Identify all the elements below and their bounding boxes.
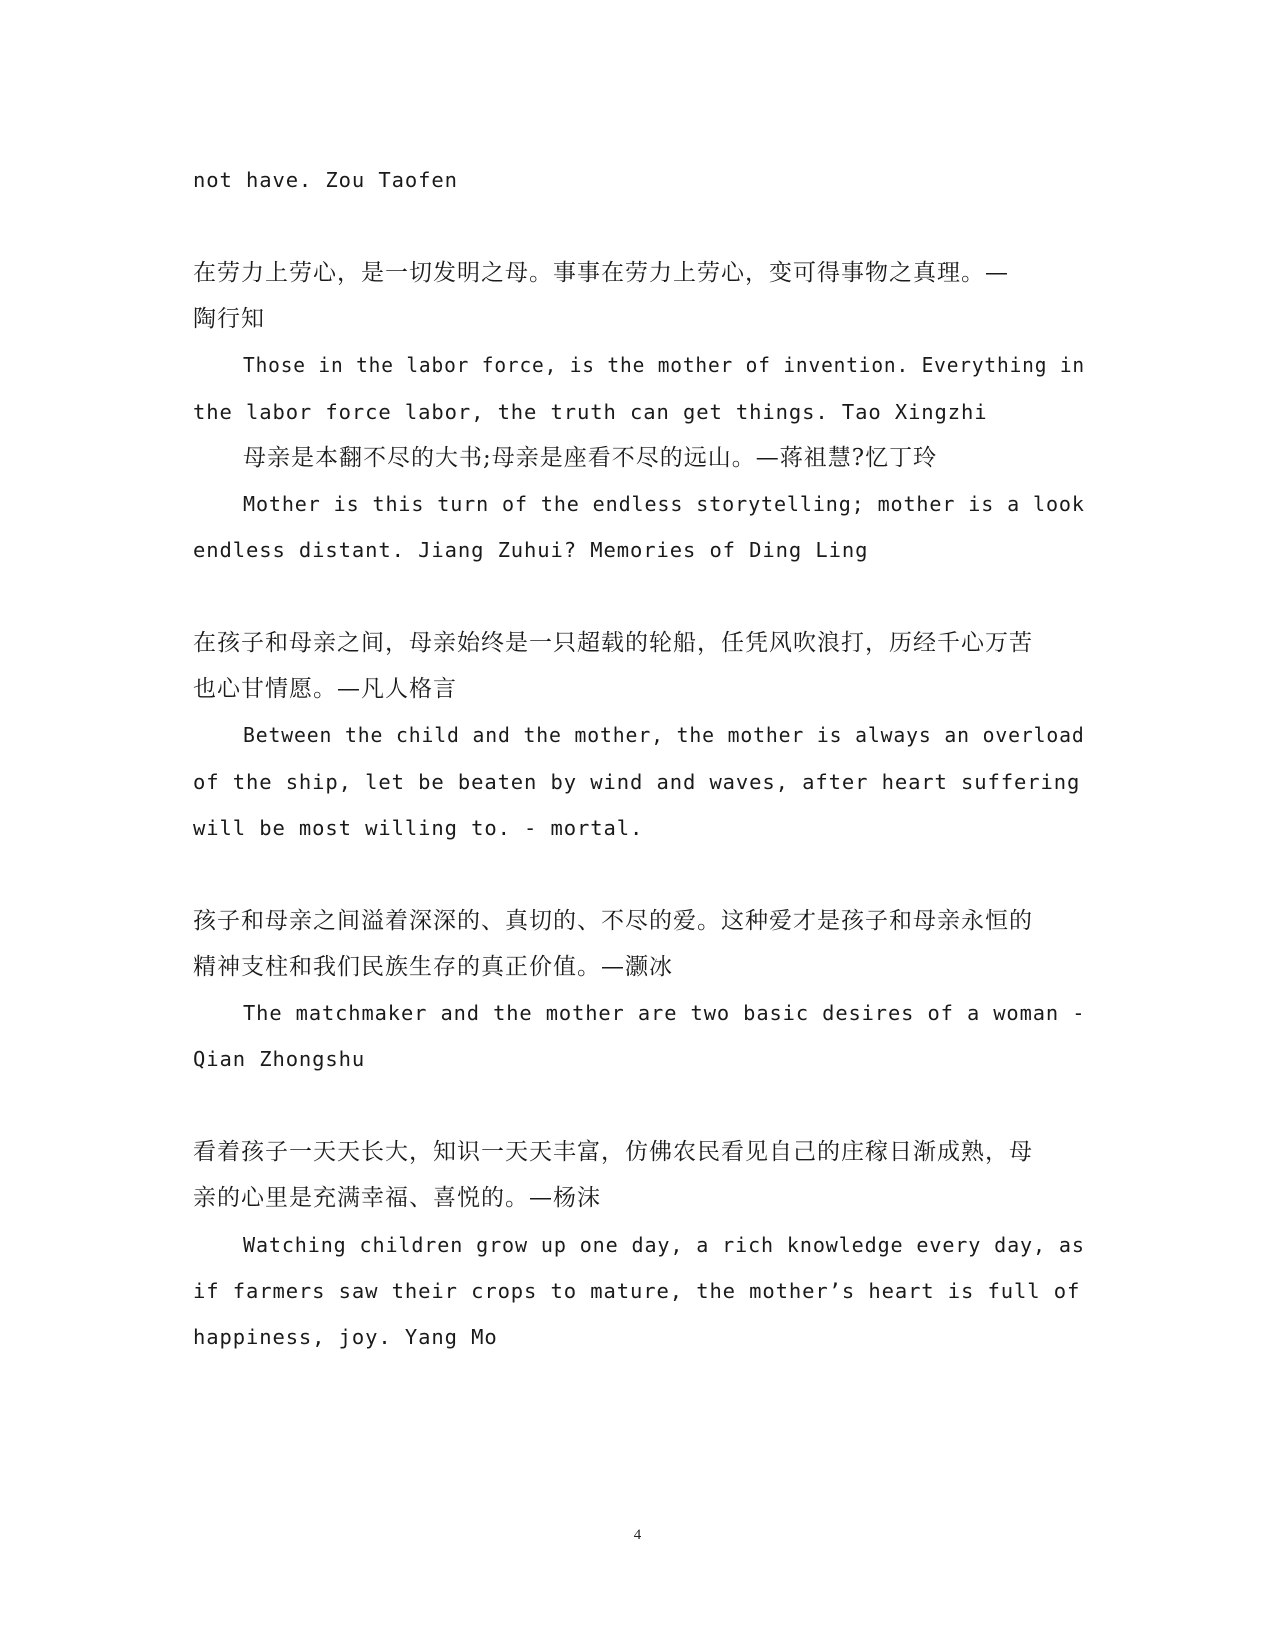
text-line: of the ship, let be beaten by wind and waves, after heart suffering: [193, 770, 1081, 794]
text-line: 孩子和母亲之间溢着深深的、真切的、不尽的爱。这种爱才是孩子和母亲永恒的: [193, 908, 1033, 934]
text-line: Between the child and the mother, the mother is always an overload: [243, 723, 1085, 747]
text-line: The matchmaker and the mother are two basic desires of a woman -: [243, 1001, 1086, 1025]
text-line: 亲的心里是充满幸福、喜悦的。—杨沫: [193, 1185, 601, 1211]
text-line: 看着孩子一天天长大，知识一天天丰富，仿佛农民看见自己的庄稼日渐成熟，母: [193, 1139, 1033, 1165]
text-line: Qian Zhongshu: [193, 1047, 366, 1071]
text-line: the labor force labor, the truth can get things. Tao Xingzhi: [193, 400, 988, 424]
text-line: 母亲是本翻不尽的大书;母亲是座看不尽的远山。—蒋祖慧?忆丁玲: [243, 445, 938, 471]
page-number: 4: [633, 1527, 642, 1543]
text-line: Watching children grow up one day, a rich knowledge every day, as: [243, 1233, 1085, 1257]
text-line: endless distant. Jiang Zuhui? Memories of Ding Ling: [193, 538, 869, 562]
text-line: 精神支柱和我们民族生存的真正价值。—灏冰: [193, 954, 673, 980]
text-line: 陶行知: [193, 306, 265, 332]
text-line: 在劳力上劳心，是一切发明之母。事事在劳力上劳心，变可得事物之真理。—: [193, 260, 1009, 286]
text-line: will be most willing to. - mortal.: [193, 816, 644, 840]
text-line: 在孩子和母亲之间，母亲始终是一只超载的轮船，任凭风吹浪打，历经千心万苦: [193, 630, 1033, 656]
text-line: happiness, joy. Yang Mo: [193, 1325, 498, 1349]
text-line: Those in the labor force, is the mother of invention. Everything in: [243, 353, 1085, 377]
text-line: 也心甘情愿。—凡人格言: [193, 676, 457, 702]
text-line: not have. Zou Taofen: [193, 168, 458, 192]
text-line: if farmers saw their crops to mature, the mother’s heart is full of: [193, 1279, 1081, 1303]
text-line: Mother is this turn of the endless storytelling; mother is a look: [243, 492, 1085, 516]
